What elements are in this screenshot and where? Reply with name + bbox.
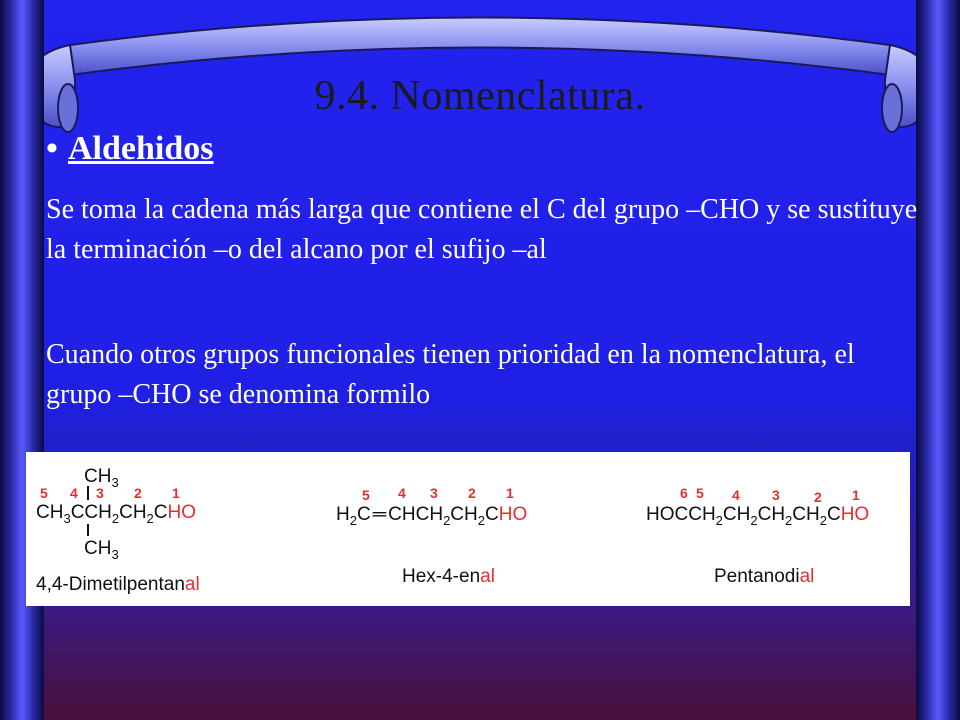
bullet-label: Aldehidos xyxy=(68,130,214,167)
example-1 xyxy=(36,466,200,595)
ex1-num-1: 4 xyxy=(70,485,78,501)
ex1-num-0: 5 xyxy=(40,485,48,501)
ex2-num-4: 1 xyxy=(506,485,514,501)
bullet-heading xyxy=(46,130,214,168)
methyl-top: $CH_3$ xyxy=(84,466,119,490)
ex3-name-prefix: Pentanodi xyxy=(714,566,800,587)
bullet-dot-icon: • xyxy=(46,130,58,167)
methyl-bottom: $CH_3$ xyxy=(84,538,119,562)
ex2-num-2: 3 xyxy=(430,485,438,501)
ex3-num-4: 2 xyxy=(814,489,822,505)
ex3-name xyxy=(714,566,814,587)
ex3-num-0: 6 xyxy=(680,485,688,501)
ex2-num-3: 2 xyxy=(468,485,476,501)
ex2-name-prefix: Hex-4-en xyxy=(402,566,481,587)
ex1-name-prefix: 4,4-Dimetilpentan xyxy=(36,574,185,595)
ex1-num-3: 2 xyxy=(134,485,142,501)
examples-image xyxy=(26,452,910,606)
example-2 xyxy=(336,485,527,587)
ex3-num-1: 5 xyxy=(696,485,704,501)
ex3-num-2: 4 xyxy=(732,487,740,503)
ex1-num-2: 3 xyxy=(96,485,104,501)
ex2-name-suffix: al xyxy=(480,566,495,587)
ex1-num-4: 1 xyxy=(172,485,180,501)
ex1-formula: $CH_3CCH_2CH_2CHO$ xyxy=(36,502,197,526)
ex2-formula: $H_2C$ ═ $CHCH_2CH_2CHO$ xyxy=(336,504,528,528)
examples-svg xyxy=(26,452,910,606)
ex2-name xyxy=(402,566,495,587)
ex2-num-0: 5 xyxy=(362,487,370,503)
ex3-formula: $HOCCH_2CH_2CH_2CH_2CHO$ xyxy=(646,504,870,528)
slide-title: 9.4. Nomenclatura. xyxy=(314,73,646,119)
paragraph-1: Se toma la cadena más larga que contiene el C del grupo –CHO y se sustituye la terminación –o del alcano por el sufijo –al xyxy=(46,194,918,265)
ex3-num-5: 1 xyxy=(852,487,860,503)
ex2-num-1: 4 xyxy=(398,485,406,501)
ex3-name-suffix: al xyxy=(799,566,815,587)
ex1-name-suffix: al xyxy=(184,574,200,595)
ex1-name xyxy=(36,574,200,595)
paragraph-2: Cuando otros grupos funcionales tienen prioridad en la nomenclatura, el grupo –CHO se denomina formilo xyxy=(46,339,855,410)
ex3-num-3: 3 xyxy=(772,487,780,503)
example-3 xyxy=(646,485,869,587)
